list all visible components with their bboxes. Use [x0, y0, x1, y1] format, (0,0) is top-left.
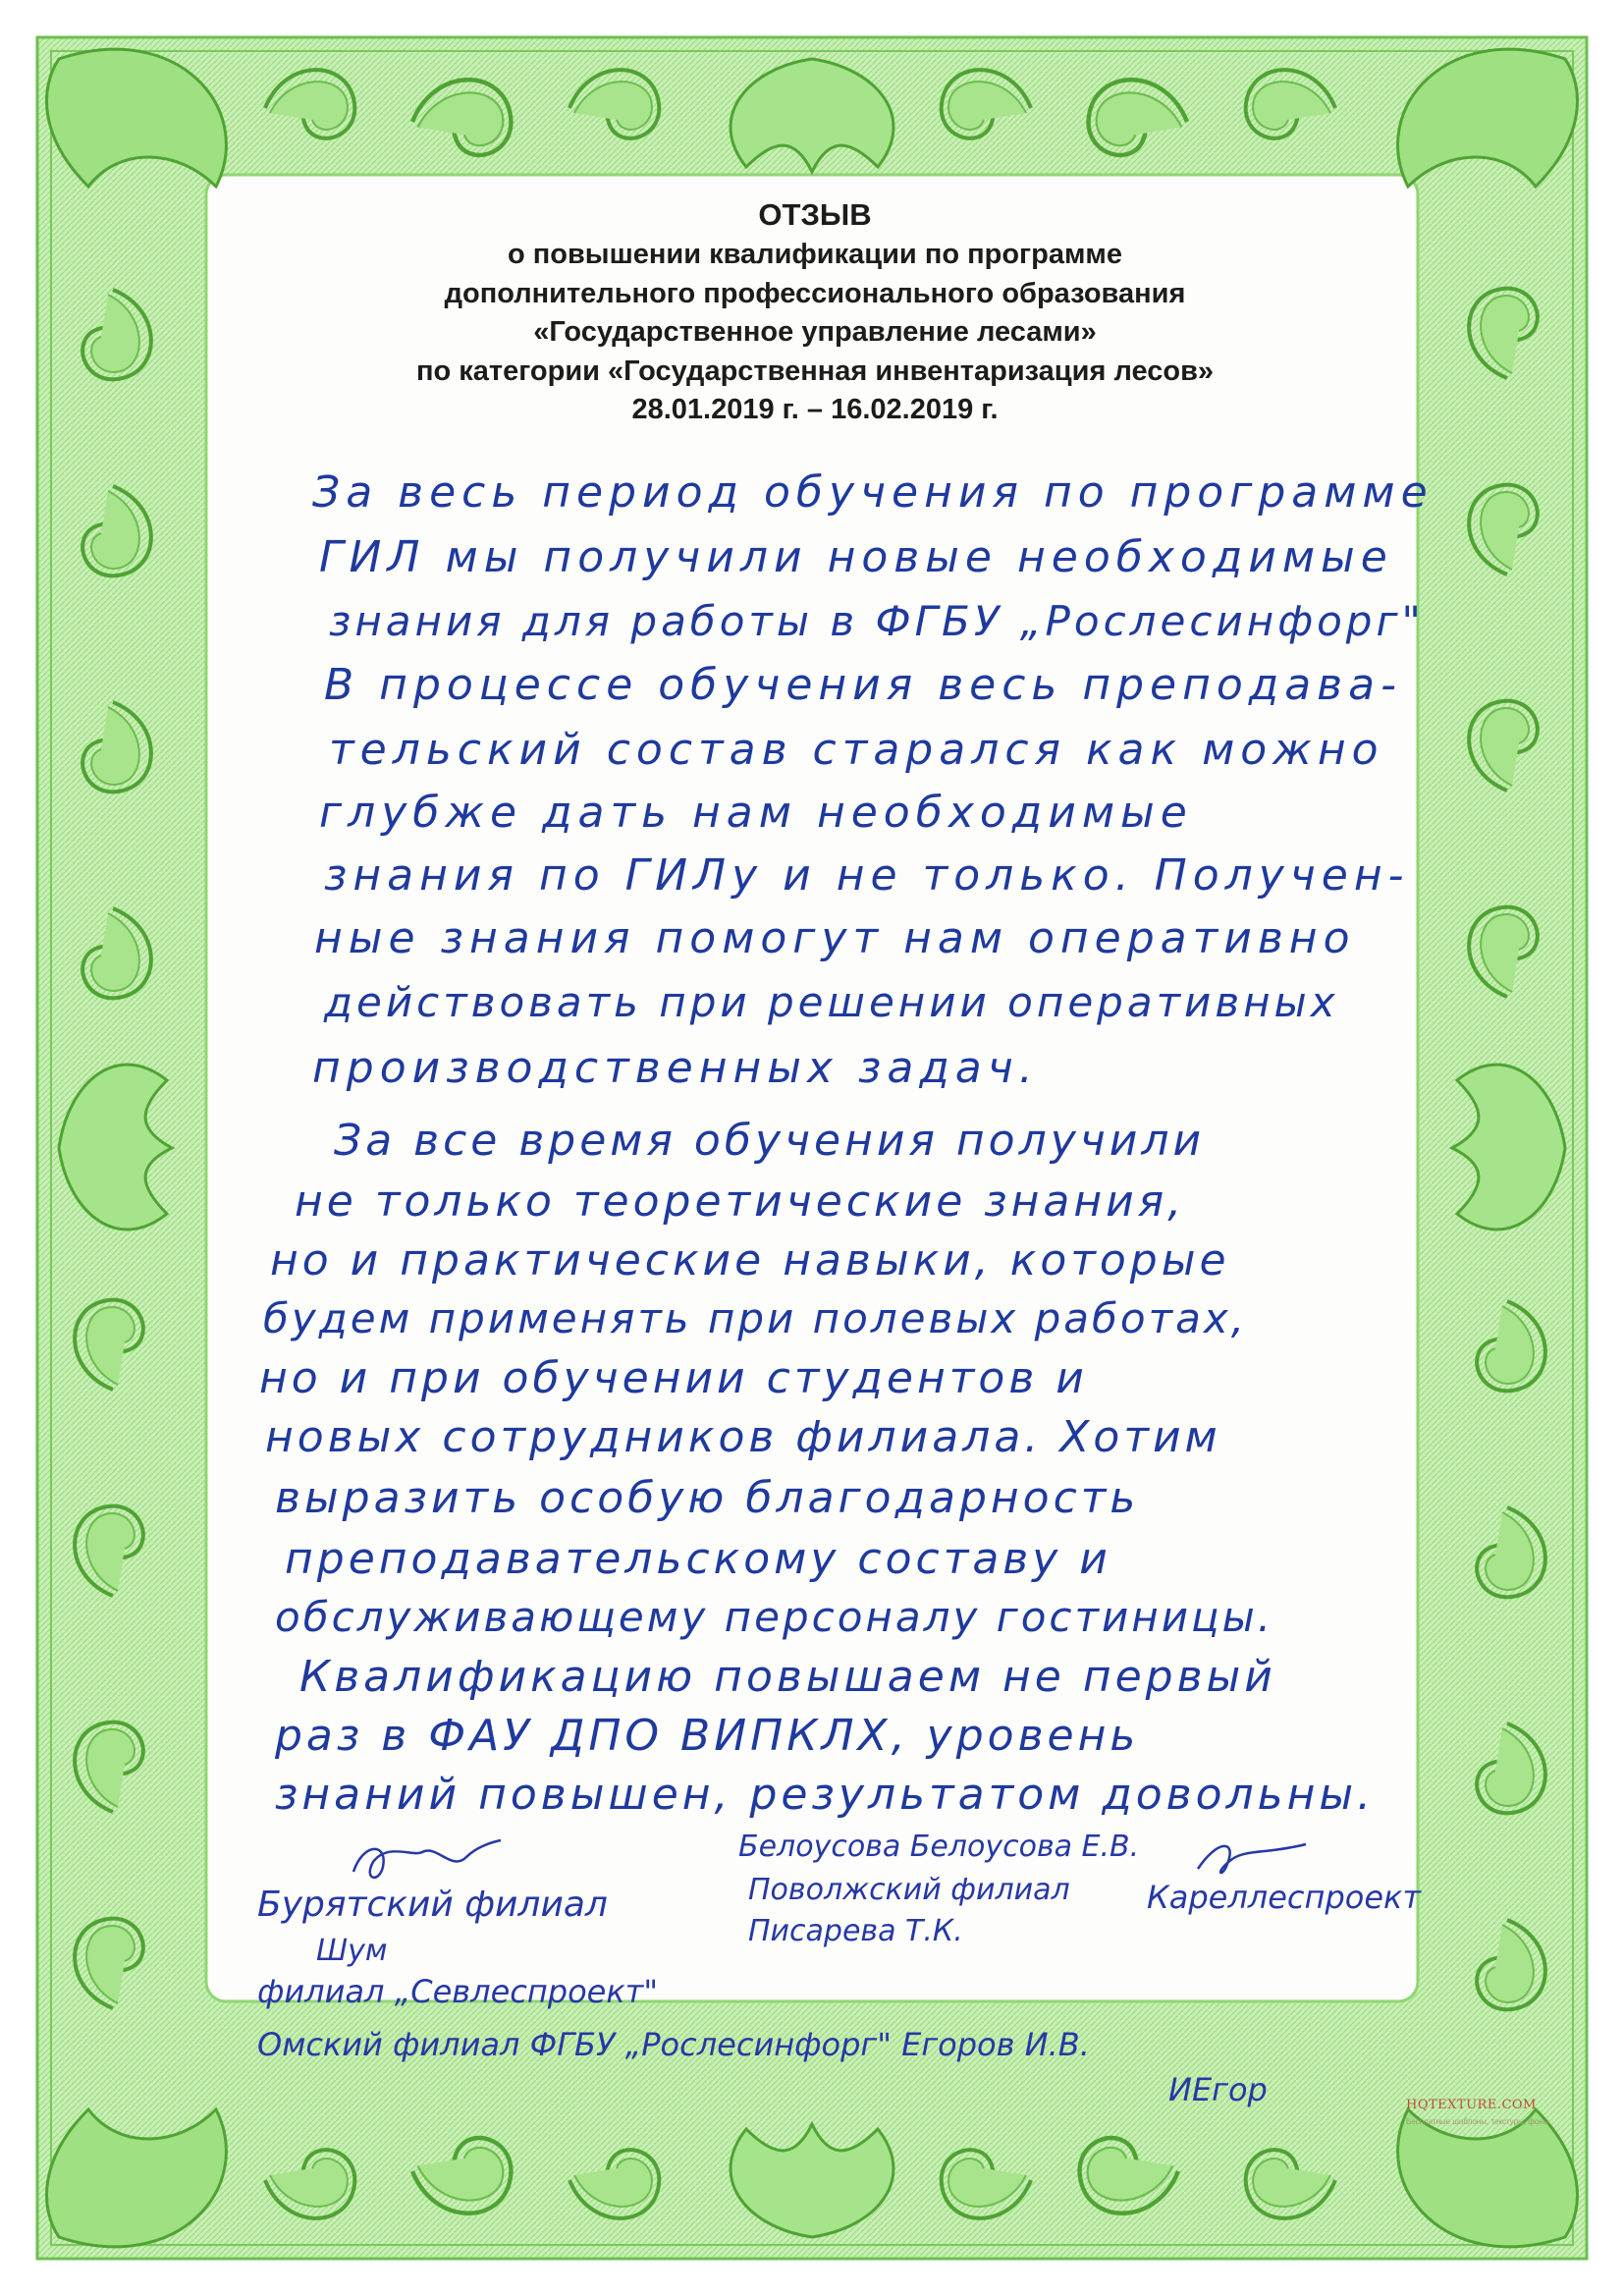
signature-pisareva: Писарева Т.К.: [748, 1914, 963, 1948]
header-dates: 28.01.2019 г. – 16.02.2019 г.: [631, 394, 999, 425]
signature-egorov: ИЕгор: [1168, 2071, 1268, 2108]
handwritten-line: Квалификацию повышаем не первый: [299, 1652, 1276, 1702]
handwritten-line: тельский состав старался как можно: [329, 725, 1384, 775]
handwritten-line: В процессе обучения весь преподава-: [324, 660, 1402, 710]
header-line-1: о повышении квалификации по программе: [507, 239, 1123, 270]
signature-belousova: Белоусова Белоусова Е.В.: [738, 1830, 1140, 1864]
handwritten-line: но и практические навыки, которые: [270, 1235, 1230, 1285]
header-line-2: дополнительного профессионального образования: [444, 277, 1186, 309]
handwritten-line: действовать при решении оперативных: [324, 978, 1339, 1026]
document-header: [226, 194, 1404, 430]
watermark-brand: HQTEXTURE.COM: [1406, 2098, 1537, 2112]
handwritten-line: обслуживающему персоналу гостиницы.: [275, 1593, 1274, 1641]
handwritten-line: выразить особую благодарность: [275, 1473, 1140, 1523]
handwritten-line: знания по ГИЛу и не только. Получен-: [324, 850, 1410, 901]
document-title: ОТЗЫВ: [758, 197, 872, 232]
header-line-3: «Государственное управление лесами»: [533, 316, 1097, 348]
handwritten-line: знания для работы в ФГБУ „Рослесинфорг": [329, 597, 1425, 645]
signature-label-karel: Кареллеспроект: [1147, 1879, 1421, 1916]
handwritten-line: производственных задач.: [312, 1043, 1039, 1093]
handwritten-line: За весь период обучения по программе: [312, 467, 1434, 518]
handwritten-line: раз в ФАУ ДПО ВИПКЛХ, уровень: [275, 1711, 1140, 1761]
signature-label-buryat: Бурятский филиал: [257, 1885, 608, 1925]
signature-label-omsk: Омский филиал ФГБУ „Рослесинфорг" Егоров И.В.: [257, 2026, 1090, 2063]
signature-shum: Шум: [316, 1934, 388, 1968]
handwritten-line: будем применять при полевых работах,: [263, 1294, 1248, 1342]
signature-buryat: [344, 1832, 511, 1891]
signature-label-povolzh: Поволжский филиал: [748, 1873, 1070, 1907]
handwritten-line: новых сотрудников филиала. Хотим: [265, 1412, 1221, 1462]
handwritten-line: За все время обучения получили: [334, 1116, 1206, 1166]
handwritten-line: но и при обучении студентов и: [259, 1353, 1088, 1403]
handwritten-line: преподавательскому составу и: [285, 1534, 1111, 1584]
handwritten-line: не только теоретические знания,: [295, 1176, 1186, 1227]
handwritten-line: глубже дать нам необходимые: [319, 788, 1193, 838]
header-line-4: по категории «Государственная инвентаризация лесов»: [415, 355, 1215, 387]
signature-label-sevles: филиал „Севлеспроект": [257, 1973, 659, 2010]
watermark-tagline: Бесплатные шаблоны, текстуры, фоны: [1406, 2117, 1549, 2126]
handwritten-line: ГИЛ мы получили новые необходимые: [319, 532, 1393, 582]
handwritten-line: знаний повышен, результатом довольны.: [275, 1770, 1376, 1820]
handwritten-line: ные знания помогут нам оперативно: [314, 913, 1356, 963]
signature-karel: [1188, 1834, 1316, 1884]
